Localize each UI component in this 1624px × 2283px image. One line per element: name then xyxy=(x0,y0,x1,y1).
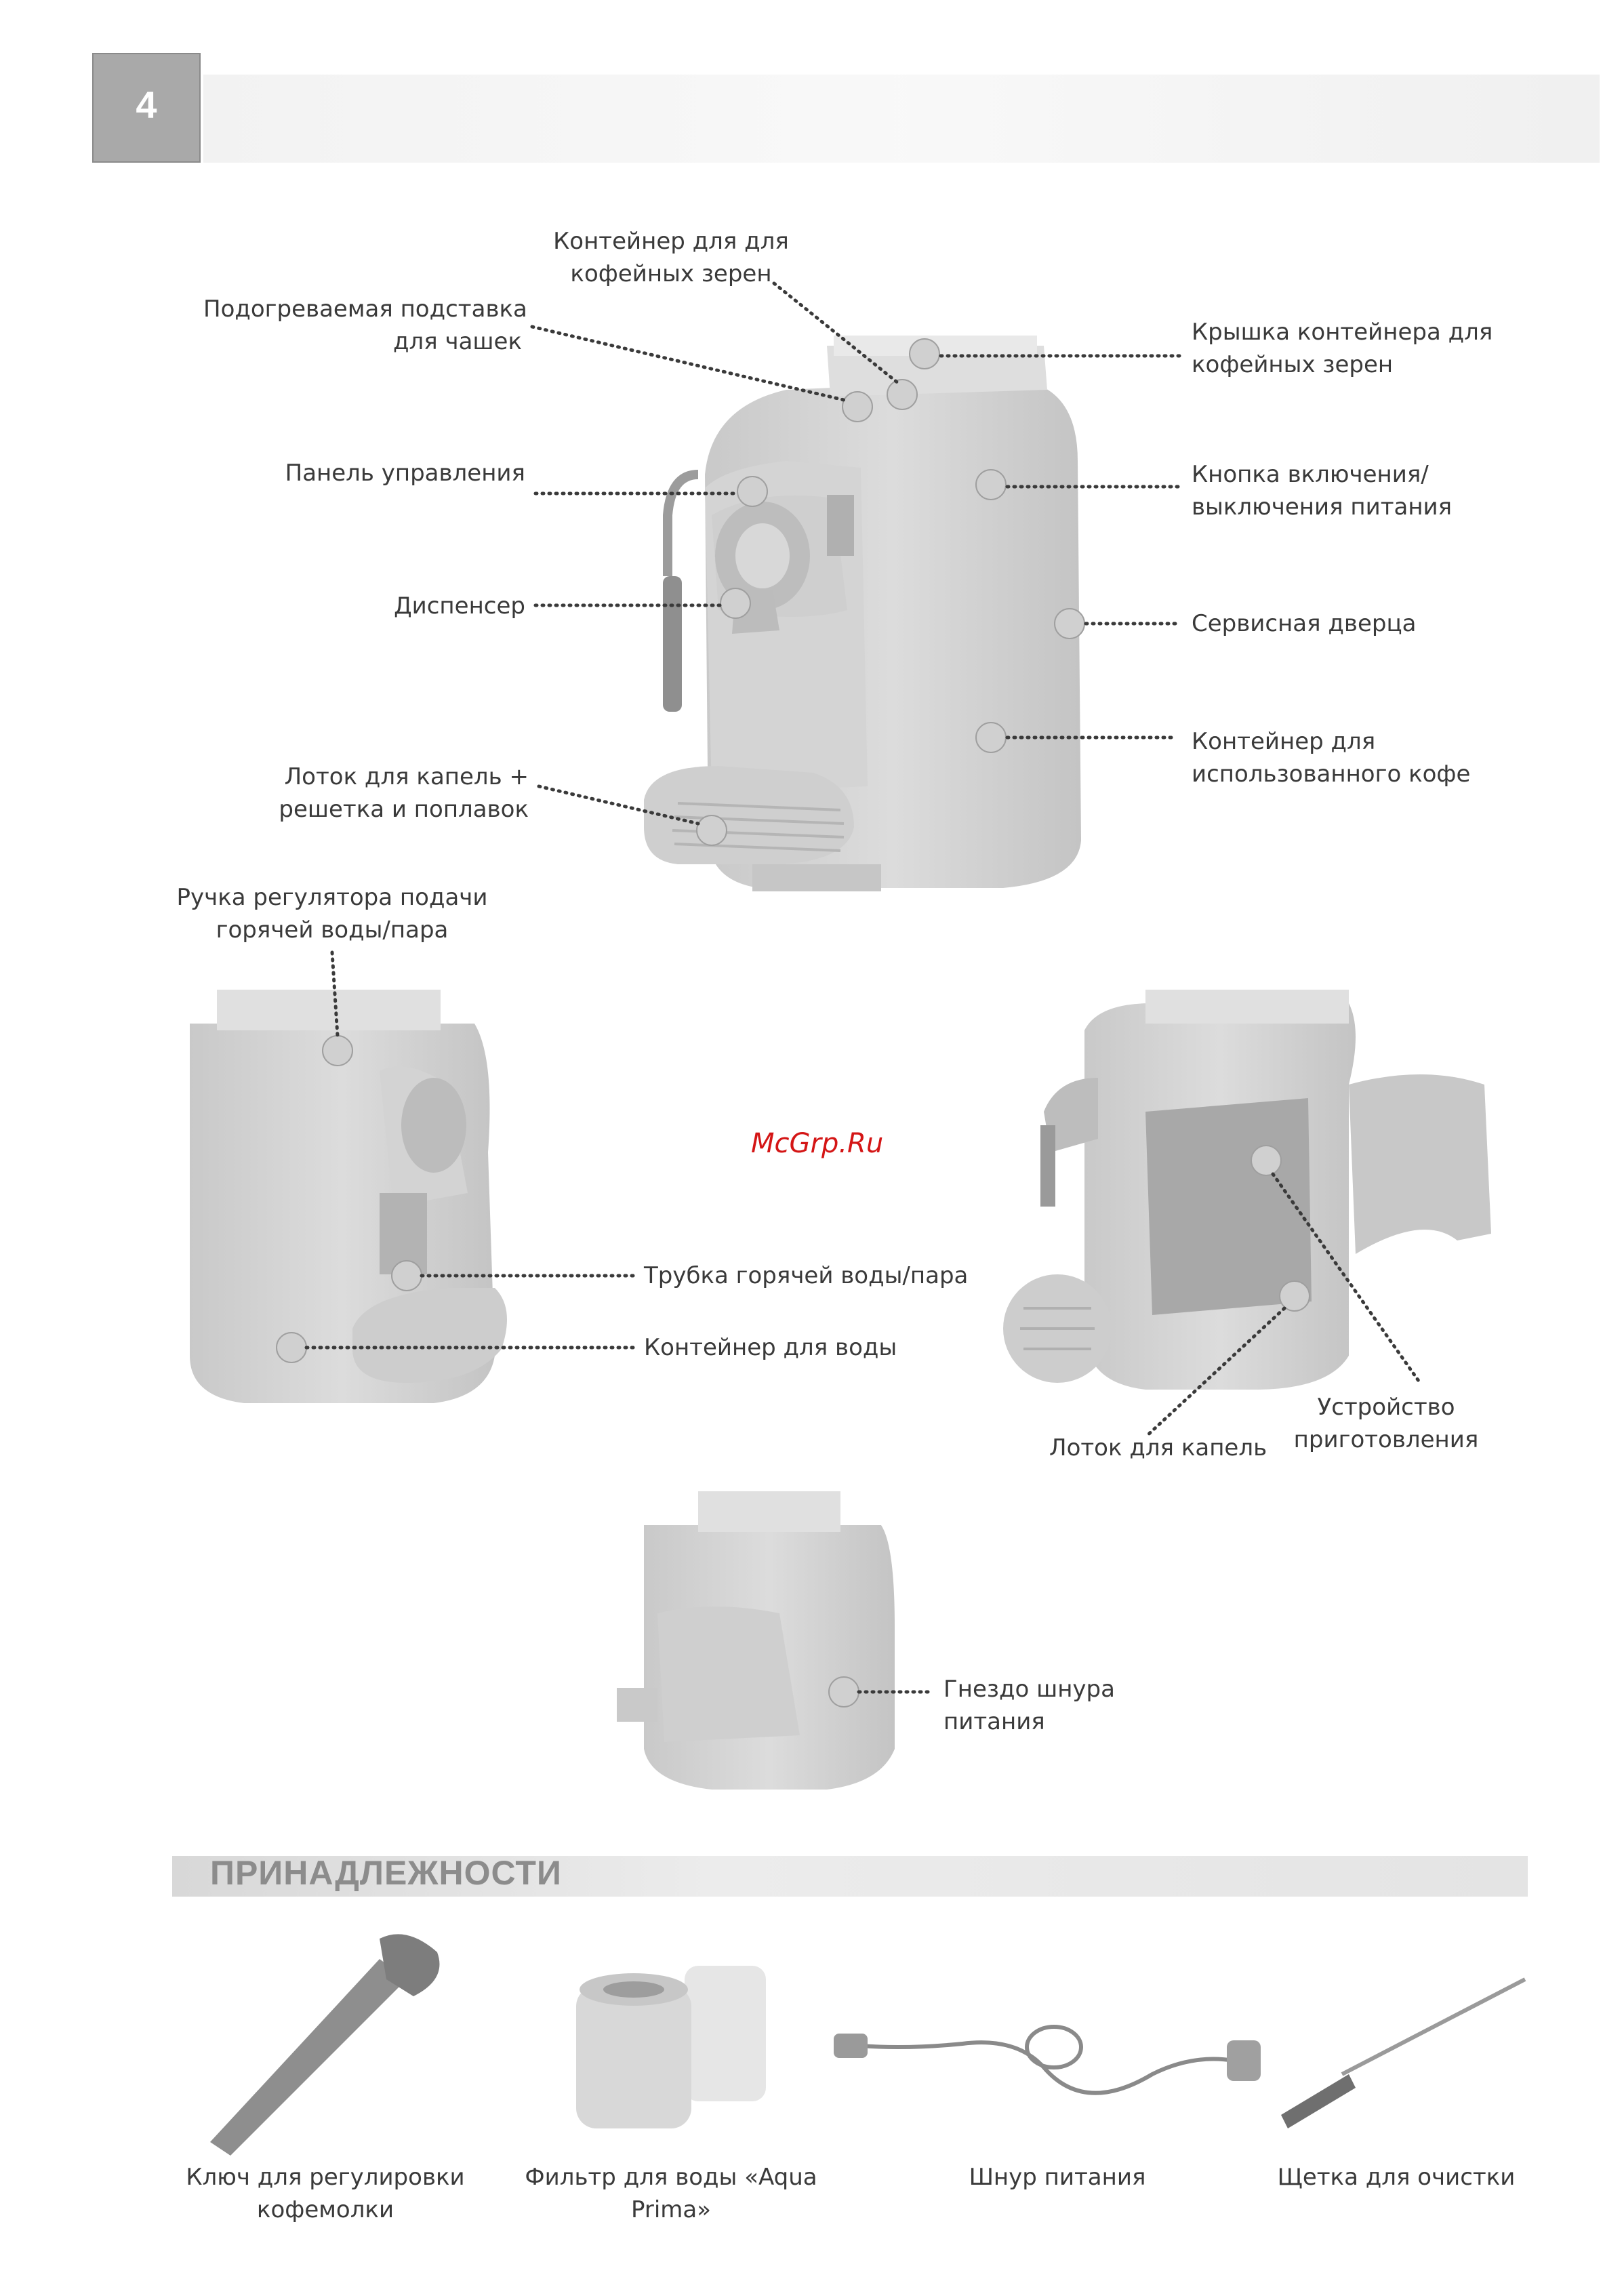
watermark: McGrp.Ru xyxy=(751,1128,884,1159)
label-power-cord: Шнур питания xyxy=(969,2164,1146,2191)
label-bean-lid: Крышка контейнера для кофейных зерен xyxy=(1192,319,1493,378)
label-dispenser: Диспенсер xyxy=(394,592,525,620)
label-water-tank: Контейнер для воды xyxy=(644,1334,897,1361)
accessory-power-cord xyxy=(834,2027,1261,2093)
accessory-water-filter xyxy=(576,1966,766,2128)
label-grinder-key: Ключ для регулировки кофемолки xyxy=(186,2164,465,2223)
accessory-grinder-key xyxy=(210,1934,439,2156)
label-steam-tube: Трубка горячей воды/пара xyxy=(644,1262,969,1289)
label-cleaning-brush: Щетка для очистки xyxy=(1277,2164,1516,2191)
label-steam-knob: Ручка регулятора подачи горячей воды/пара xyxy=(176,884,488,944)
label-bean-container: Контейнер для для кофейных зерен xyxy=(553,228,789,287)
side-machine-right xyxy=(1003,990,1491,1390)
accessories-title: ПРИНАДЛЕЖНОСТИ xyxy=(210,1854,562,1892)
label-brew-unit: Устройство приготовления xyxy=(1293,1394,1479,1453)
label-cup-warmer: Подогреваемая подставка для чашек xyxy=(203,296,527,355)
page-number: 4 xyxy=(136,83,157,126)
label-grounds-container: Контейнер для использованного кофе xyxy=(1192,728,1471,788)
label-drip-tray-small: Лоток для капель xyxy=(1049,1434,1267,1461)
back-machine xyxy=(617,1491,895,1790)
label-power-socket: Гнездо шнура питания xyxy=(943,1676,1115,1735)
label-power-button: Кнопка включения/ выключения питания xyxy=(1192,461,1453,521)
label-water-filter: Фильтр для воды «Aqua Prima» xyxy=(525,2164,817,2223)
label-service-door: Сервисная дверца xyxy=(1192,610,1417,637)
accessory-cleaning-brush xyxy=(1281,1979,1525,2128)
label-control-panel: Панель управления xyxy=(285,460,525,487)
label-drip-tray: Лоток для капель + решетка и поплавок xyxy=(279,763,529,823)
